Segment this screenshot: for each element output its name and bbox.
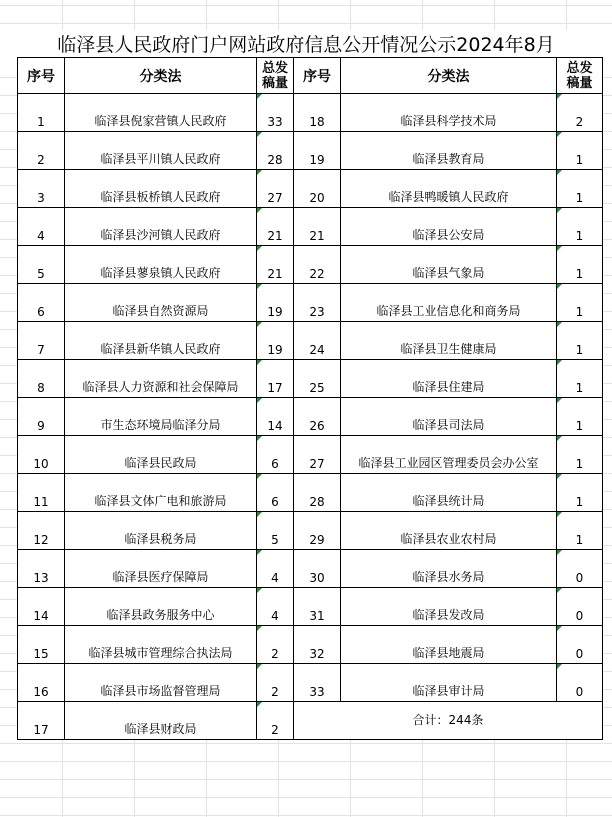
article-count: 1 bbox=[557, 208, 603, 246]
department-name: 临泽县工业信息化和商务局 bbox=[341, 284, 557, 322]
article-count: 1 bbox=[557, 360, 603, 398]
article-count: 1 bbox=[557, 132, 603, 170]
row-number: 26 bbox=[294, 398, 341, 436]
department-name: 临泽县科学技术局 bbox=[341, 94, 557, 132]
department-name: 临泽县气象局 bbox=[341, 246, 557, 284]
header-row bbox=[18, 58, 603, 94]
article-count: 6 bbox=[257, 436, 294, 474]
row-number: 30 bbox=[294, 550, 341, 588]
header-count-line2: 稿量 bbox=[261, 75, 288, 91]
row-number: 21 bbox=[294, 208, 341, 246]
article-count: 4 bbox=[257, 588, 294, 626]
article-count: 21 bbox=[257, 208, 294, 246]
article-count: 1 bbox=[557, 170, 603, 208]
header-count-line2: 稿量 bbox=[566, 75, 593, 91]
department-name: 临泽县新华镇人民政府 bbox=[65, 322, 257, 360]
row-number: 22 bbox=[294, 246, 341, 284]
article-count: 33 bbox=[257, 94, 294, 132]
row-number: 33 bbox=[294, 664, 341, 702]
department-name: 临泽县卫生健康局 bbox=[341, 322, 557, 360]
row-number: 8 bbox=[18, 360, 65, 398]
row-number: 15 bbox=[18, 626, 65, 664]
article-count: 0 bbox=[557, 588, 603, 626]
department-name: 临泽县人力资源和社会保障局 bbox=[65, 360, 257, 398]
table-row bbox=[18, 474, 603, 512]
row-number: 29 bbox=[294, 512, 341, 550]
row-number: 11 bbox=[18, 474, 65, 512]
article-count: 2 bbox=[257, 626, 294, 664]
article-count: 5 bbox=[257, 512, 294, 550]
department-name: 临泽县蓼泉镇人民政府 bbox=[65, 246, 257, 284]
header-category-right: 分类法 bbox=[341, 58, 557, 94]
table-row bbox=[18, 512, 603, 550]
header-count-line1: 总发 bbox=[566, 60, 593, 76]
row-number: 24 bbox=[294, 322, 341, 360]
department-name: 临泽县财政局 bbox=[65, 702, 257, 740]
article-count: 1 bbox=[557, 284, 603, 322]
row-number: 28 bbox=[294, 474, 341, 512]
row-number: 20 bbox=[294, 170, 341, 208]
table-row bbox=[18, 322, 603, 360]
article-count: 4 bbox=[257, 550, 294, 588]
row-number: 13 bbox=[18, 550, 65, 588]
table-row bbox=[18, 360, 603, 398]
table-row bbox=[18, 170, 603, 208]
department-name: 临泽县税务局 bbox=[65, 512, 257, 550]
article-count: 19 bbox=[257, 322, 294, 360]
table-row bbox=[18, 664, 603, 702]
article-count: 0 bbox=[557, 664, 603, 702]
department-name: 临泽县沙河镇人民政府 bbox=[65, 208, 257, 246]
department-name: 临泽县政务服务中心 bbox=[65, 588, 257, 626]
article-count: 2 bbox=[257, 664, 294, 702]
department-name: 临泽县板桥镇人民政府 bbox=[65, 170, 257, 208]
table-row bbox=[18, 702, 603, 740]
article-count: 0 bbox=[557, 550, 603, 588]
department-name: 临泽县发改局 bbox=[341, 588, 557, 626]
row-number: 4 bbox=[18, 208, 65, 246]
row-number: 5 bbox=[18, 246, 65, 284]
department-name: 临泽县住建局 bbox=[341, 360, 557, 398]
article-count: 17 bbox=[257, 360, 294, 398]
department-name: 临泽县城市管理综合执法局 bbox=[65, 626, 257, 664]
table-row bbox=[18, 436, 603, 474]
article-count: 14 bbox=[257, 398, 294, 436]
header-count-right bbox=[557, 58, 603, 94]
table-row bbox=[18, 246, 603, 284]
department-name: 临泽县司法局 bbox=[341, 398, 557, 436]
row-number: 10 bbox=[18, 436, 65, 474]
row-number: 32 bbox=[294, 626, 341, 664]
article-count: 0 bbox=[557, 626, 603, 664]
article-count: 28 bbox=[257, 132, 294, 170]
table-row bbox=[18, 208, 603, 246]
department-name: 临泽县教育局 bbox=[341, 132, 557, 170]
row-number: 6 bbox=[18, 284, 65, 322]
row-number: 2 bbox=[18, 132, 65, 170]
table-row bbox=[18, 132, 603, 170]
row-number: 31 bbox=[294, 588, 341, 626]
header-count-left bbox=[257, 58, 294, 94]
department-name: 临泽县工业园区管理委员会办公室 bbox=[341, 436, 557, 474]
department-name: 临泽县水务局 bbox=[341, 550, 557, 588]
table-row bbox=[18, 588, 603, 626]
department-name: 临泽县平川镇人民政府 bbox=[65, 132, 257, 170]
department-name: 临泽县文体广电和旅游局 bbox=[65, 474, 257, 512]
page-title: 临泽县人民政府门户网站政府信息公开情况公示2024年8月 bbox=[0, 30, 612, 60]
article-count: 19 bbox=[257, 284, 294, 322]
row-number: 9 bbox=[18, 398, 65, 436]
department-name: 临泽县医疗保障局 bbox=[65, 550, 257, 588]
article-count: 1 bbox=[557, 436, 603, 474]
row-number: 7 bbox=[18, 322, 65, 360]
row-number: 27 bbox=[294, 436, 341, 474]
department-name: 临泽县民政局 bbox=[65, 436, 257, 474]
article-count: 2 bbox=[257, 702, 294, 740]
department-name: 临泽县统计局 bbox=[341, 474, 557, 512]
header-count-line1: 总发 bbox=[261, 60, 288, 76]
row-number: 19 bbox=[294, 132, 341, 170]
row-number: 14 bbox=[18, 588, 65, 626]
header-seq-right: 序号 bbox=[294, 58, 341, 94]
row-number: 16 bbox=[18, 664, 65, 702]
row-number: 23 bbox=[294, 284, 341, 322]
article-count: 1 bbox=[557, 322, 603, 360]
department-name: 临泽县地震局 bbox=[341, 626, 557, 664]
total-count: 合计：244条 bbox=[294, 702, 603, 740]
article-count: 1 bbox=[557, 398, 603, 436]
row-number: 3 bbox=[18, 170, 65, 208]
disclosure-table bbox=[17, 57, 603, 740]
table-row bbox=[18, 284, 603, 322]
article-count: 1 bbox=[557, 474, 603, 512]
row-number: 18 bbox=[294, 94, 341, 132]
article-count: 1 bbox=[557, 512, 603, 550]
department-name: 临泽县倪家营镇人民政府 bbox=[65, 94, 257, 132]
department-name: 临泽县公安局 bbox=[341, 208, 557, 246]
header-category-left: 分类法 bbox=[65, 58, 257, 94]
table-row bbox=[18, 550, 603, 588]
row-number: 25 bbox=[294, 360, 341, 398]
article-count: 2 bbox=[557, 94, 603, 132]
table-row bbox=[18, 626, 603, 664]
article-count: 21 bbox=[257, 246, 294, 284]
table-row bbox=[18, 94, 603, 132]
department-name: 临泽县农业农村局 bbox=[341, 512, 557, 550]
department-name: 市生态环境局临泽分局 bbox=[65, 398, 257, 436]
row-number: 1 bbox=[18, 94, 65, 132]
row-number: 12 bbox=[18, 512, 65, 550]
department-name: 临泽县自然资源局 bbox=[65, 284, 257, 322]
article-count: 27 bbox=[257, 170, 294, 208]
department-name: 临泽县审计局 bbox=[341, 664, 557, 702]
article-count: 6 bbox=[257, 474, 294, 512]
header-seq-left: 序号 bbox=[18, 58, 65, 94]
table-row bbox=[18, 398, 603, 436]
row-number: 17 bbox=[18, 702, 65, 740]
article-count: 1 bbox=[557, 246, 603, 284]
department-name: 临泽县鸭暖镇人民政府 bbox=[341, 170, 557, 208]
department-name: 临泽县市场监督管理局 bbox=[65, 664, 257, 702]
